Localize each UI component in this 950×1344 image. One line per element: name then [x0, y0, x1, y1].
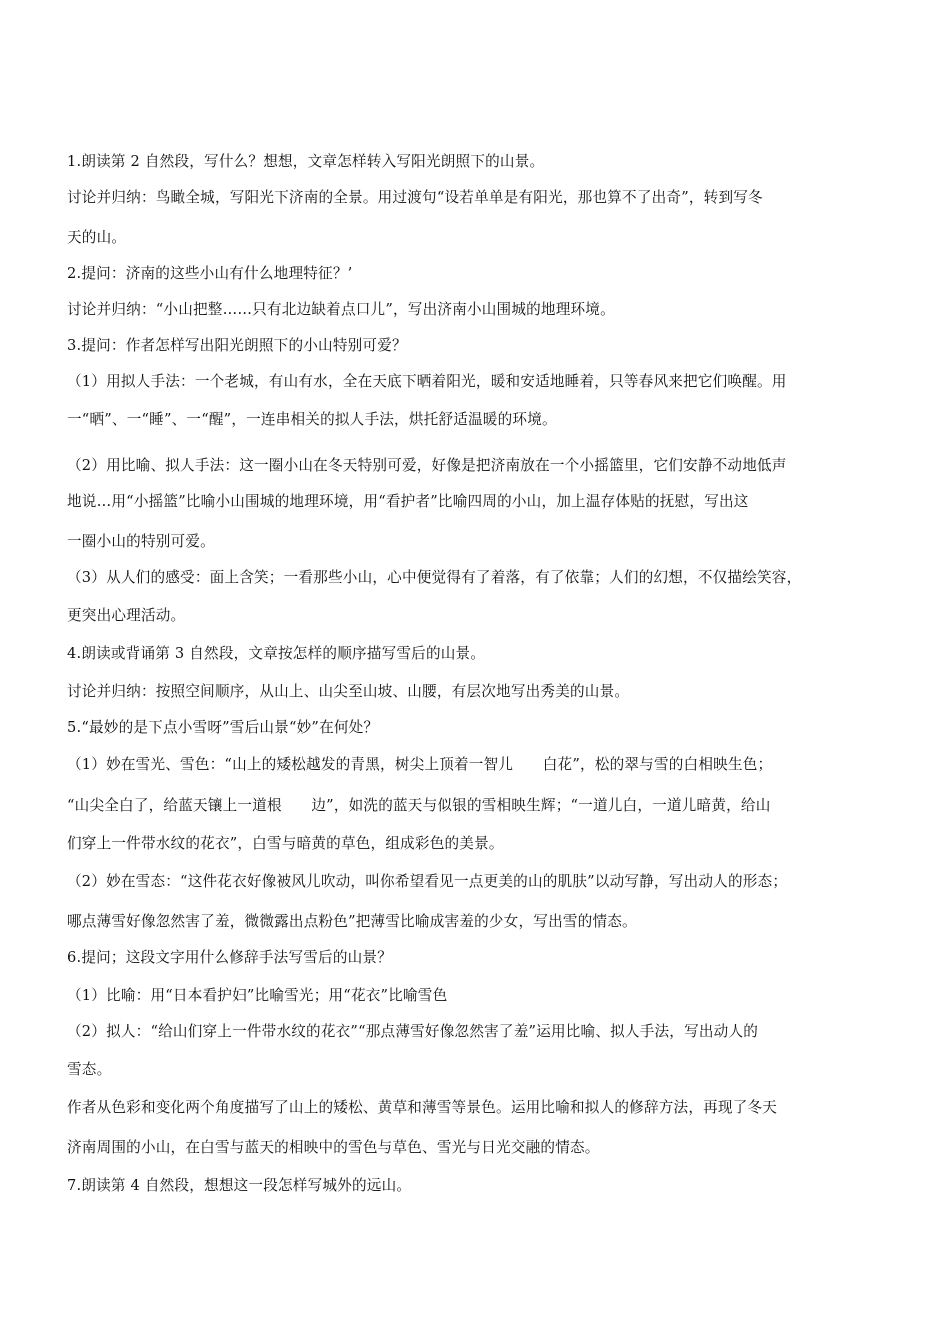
text-line: 7.朗读第 4 自然段，想想这一段怎样写城外的远山。: [67, 1177, 412, 1194]
text-line: 讨论并归纳：鸟瞰全城，写阳光下济南的全景。用过渡句“设若单单是有阳光，那也算不了出奇”，转到写冬: [67, 189, 763, 206]
text-line: 济南周围的小山，在白雪与蓝天的相映中的雪色与草色、雪光与日光交融的情态。: [67, 1139, 600, 1156]
text-line: （3）从人们的感受：面上含笑；一看那些小山，心中便觉得有了着落，有了依靠；人们的幻想，不仅描绘笑容，: [67, 569, 802, 586]
text-line: 哪点薄雪好像忽然害了羞，微微露出点粉色”把薄雪比喻成害羞的少女，写出雪的情态。: [67, 913, 637, 930]
text-line: “山尖全白了，给蓝天镶上一道根 边”，如洗的蓝天与似银的雪相映生辉；“一道儿白，一道儿暗黄，给山: [67, 797, 771, 814]
text-line: 2.提问：济南的这些小山有什么地理特征？’: [67, 265, 353, 282]
text-line: 天的山。: [67, 229, 127, 246]
text-line: 3.提问：作者怎样写出阳光朗照下的小山特别可爱？: [67, 337, 407, 354]
text-line: 6.提问；这段文字用什么修辞手法写雪后的山景？: [67, 949, 392, 966]
text-line: 1.朗读第 2 自然段，写什么？想想，文章怎样转入写阳光朗照下的山景。: [67, 153, 545, 170]
text-line: （2）拟人：“给山们穿上一件带水纹的花衣”“那点薄雪好像忽然害了羞”运用比喻、拟人手法，写出动人的: [67, 1023, 759, 1040]
text-line: （1）比喻：用“日本看护妇”比喻雪光；用“花衣”比喻雪色: [67, 987, 448, 1004]
text-line: 雪态。: [67, 1061, 112, 1078]
text-line: 一圈小山的特别可爱。: [67, 533, 215, 550]
text-line: 讨论并归纳：按照空间顺序，从山上、山尖至山坡、山腰，有层次地写出秀美的山景。: [67, 683, 630, 700]
text-line: 作者从色彩和变化两个角度描写了山上的矮松、黄草和薄雪等景色。运用比喻和拟人的修辞方法，再现了冬天: [67, 1099, 778, 1116]
text-line: 讨论并归纳：“小山把整……只有北边缺着点口儿”，写出济南小山围城的地理环境。: [67, 301, 615, 318]
text-line: 更突出心理活动。: [67, 607, 186, 624]
text-line: 一“晒”、一“睡”、一“醒”，一连串相关的拟人手法，烘托舒适温暖的环境。: [67, 411, 557, 428]
text-line: （2）妙在雪态：“这件花衣好像被风儿吹动，叫你希望看见一点更美的山的肌肤”以动写静，写出动人的形态；: [67, 873, 788, 890]
text-line: 4.朗读或背诵第 3 自然段，文章按怎样的顺序描写雪后的山景。: [67, 645, 486, 662]
text-line: 地说…用“小摇篮”比喻小山围城的地理环境，用“看护者”比喻四周的小山，加上温存体贴的抚慰，写出这: [67, 493, 749, 510]
text-line: 们穿上一件带水纹的花衣”，白雪与暗黄的草色，组成彩色的美景。: [67, 835, 504, 852]
text-line: （1）妙在雪光、雪色：“山上的矮松越发的青黑，树尖上顶着一智儿 白花”，松的翠与雪的白相映生色；: [67, 756, 773, 773]
text-line: （2）用比喻、拟人手法：这一圈小山在冬天特别可爱，好像是把济南放在一个小摇篮里，它们安静不动地低声: [67, 457, 787, 474]
text-line: 5.“最妙的是下点小雪呀”雪后山景“妙”在何处？: [67, 719, 379, 736]
text-line: （1）用拟人手法：一个老城，有山有水，全在天底下晒着阳光，暖和安适地睡着，只等春风来把它们唤醒。用: [67, 373, 787, 390]
